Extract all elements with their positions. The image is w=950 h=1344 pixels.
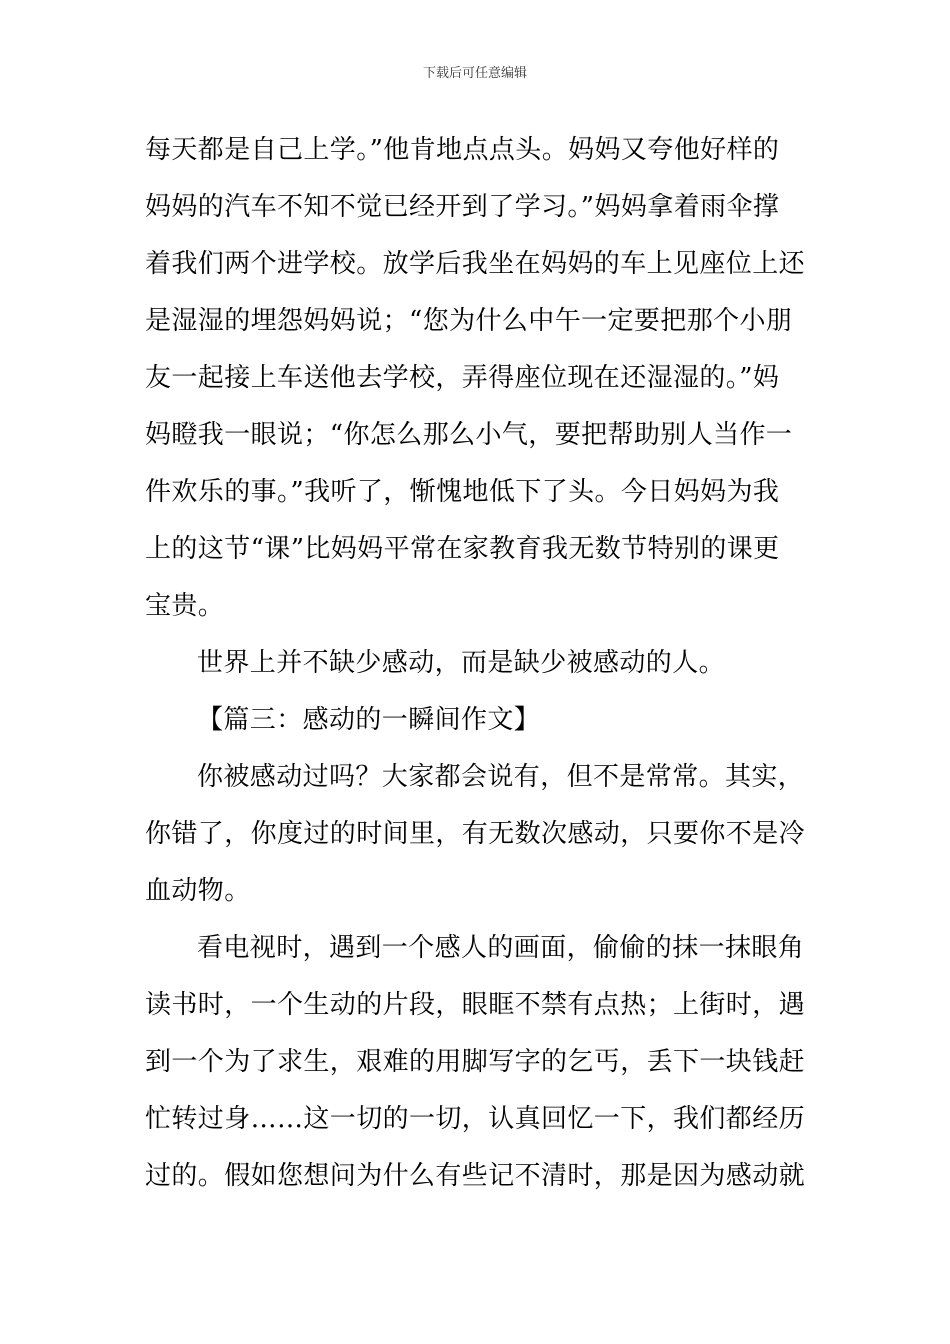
text-line: 每天都是自己上学。”他肯地点点头。妈妈又夸他好样的	[145, 135, 780, 165]
text-line: 看电视时，遇到一个感人的画面，偷偷的抹一抹眼角	[197, 933, 805, 963]
text-line: 血动物。	[145, 876, 251, 906]
text-line: 读书时，一个生动的片段，眼眶不禁有点热；上街时，遇	[145, 990, 806, 1020]
text-line: 宝贵。	[145, 591, 225, 621]
text-line: 你错了，你度过的时间里，有无数次感动，只要你不是冷	[145, 819, 806, 849]
text-line: 忙转过身……这一切的一切，认真回忆一下，我们都经历	[145, 1104, 806, 1134]
document-body	[145, 128, 809, 1211]
text-line: 上的这节“课”比妈妈平常在家教育我无数节特别的课更	[145, 534, 780, 564]
text-line: 世界上并不缺少感动，而是缺少被感动的人。	[197, 648, 726, 678]
text-line: 【篇三：感动的一瞬间作文】	[197, 705, 541, 735]
text-line: 件欢乐的事。”我听了，惭愧地低下了头。今日妈妈为我	[145, 477, 780, 507]
page-header: 下载后可任意编辑	[422, 66, 527, 81]
text-line: 是湿湿的埋怨妈妈说；“您为什么中午一定要把那个小朋	[145, 306, 793, 336]
text-line: 友一起接上车送他去学校，弄得座位现在还湿湿的。”妈	[145, 363, 780, 393]
text-line: 着我们两个进学校。放学后我坐在妈妈的车上见座位上还	[145, 249, 806, 279]
text-line: 妈妈的汽车不知不觉已经开到了学习。”妈妈拿着雨伞撑	[145, 192, 780, 222]
text-line: 过的。假如您想问为什么有些记不清时，那是因为感动就	[145, 1161, 806, 1191]
text-line: 到一个为了求生，艰难的用脚写字的乞丐，丢下一块钱赶	[145, 1047, 806, 1077]
text-line: 你被感动过吗？大家都会说有，但不是常常。其实，	[197, 762, 805, 792]
text-line: 妈瞪我一眼说；“你怎么那么小气，要把帮助别人当作一	[145, 420, 793, 450]
